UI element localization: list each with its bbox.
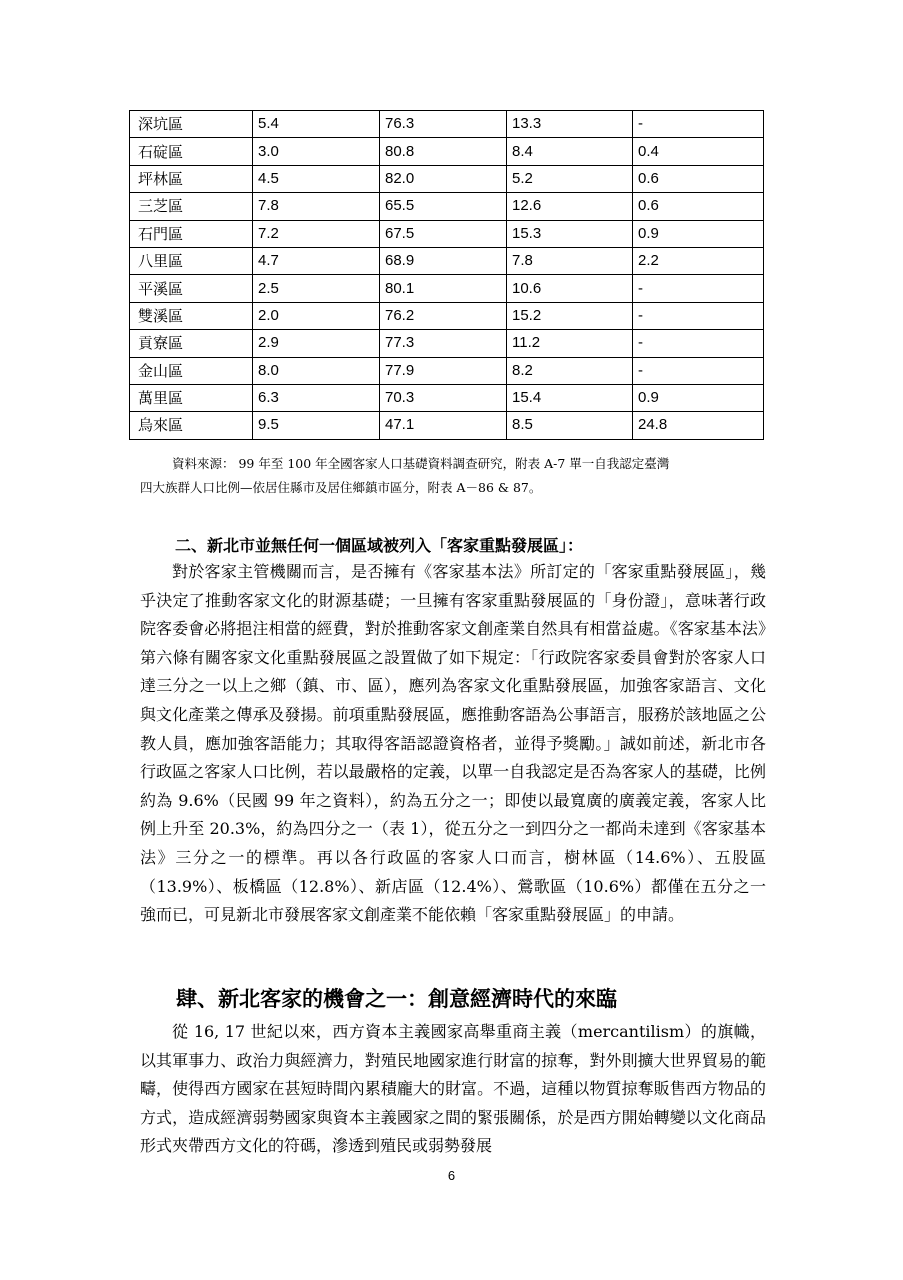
table-row [130, 193, 764, 220]
value-cell: 8.4 [507, 138, 633, 165]
value-cell: 0.9 [633, 384, 764, 411]
page-number: 6 [447, 1168, 456, 1183]
value-cell: 47.1 [380, 412, 507, 439]
table-row [130, 138, 764, 165]
value-cell: 77.9 [380, 357, 507, 384]
hakka-population-table [129, 110, 764, 440]
value-cell: 0.9 [633, 220, 764, 247]
table-row [130, 165, 764, 192]
section-2-heading: 二、新北市並無任何一個區域被列入「客家重點發展區」： [175, 536, 584, 555]
district-name-cell: 烏來區 [130, 412, 253, 439]
value-cell: - [633, 357, 764, 384]
value-cell: 15.4 [507, 384, 633, 411]
value-cell: 0.4 [633, 138, 764, 165]
value-cell: - [633, 275, 764, 302]
district-name-cell: 萬里區 [130, 384, 253, 411]
table-body [130, 111, 764, 440]
table-row [130, 302, 764, 329]
district-name-cell: 石碇區 [130, 138, 253, 165]
value-cell: 77.3 [380, 330, 507, 357]
district-name-cell: 深坑區 [130, 111, 253, 138]
value-cell: 0.6 [633, 165, 764, 192]
value-cell: 70.3 [380, 384, 507, 411]
source-line-2: 四大族群人口比例—依居住縣市及居住鄉鎮市區分，附表 A－86 & 87。 [140, 480, 542, 495]
value-cell: 0.6 [633, 193, 764, 220]
value-cell: 10.6 [507, 275, 633, 302]
value-cell: 8.5 [507, 412, 633, 439]
value-cell: 76.2 [380, 302, 507, 329]
value-cell: 13.3 [507, 111, 633, 138]
value-cell: 65.5 [380, 193, 507, 220]
value-cell: 5.2 [507, 165, 633, 192]
value-cell: 7.8 [253, 193, 380, 220]
value-cell: - [633, 330, 764, 357]
district-name-cell: 坪林區 [130, 165, 253, 192]
value-cell: 11.2 [507, 330, 633, 357]
value-cell: 8.0 [253, 357, 380, 384]
section-4-paragraph: 從 16, 17 世紀以來，西方資本主義國家高舉重商主義（mercantilism）的旗幟，以其軍事力、政治力與經濟力，對殖民地國家進行財富的掠奪，對外則擴大世界貿易的範疇，使得西方國家在甚短時間內累積龐大的財富。不過，這種以物質掠奪販售西方物品的方式，造成經濟弱勢國家與資本主義國家之間的緊張關係，於是西方開始轉變以文化商品形式夾帶西方文化的符碼，滲透到殖民或弱勢發展 [140, 1022, 766, 1156]
district-name-cell: 平溪區 [130, 275, 253, 302]
section-2-paragraph: 對於客家主管機關而言，是否擁有《客家基本法》所訂定的「客家重點發展區」，幾乎決定了推動客家文化的財源基礎；一旦擁有客家重點發展區的「身份證」，意味著行政院客委會必將挹注相當的經費，對於推動客家文創產業自然具有相當益處。《客家基本法》第六條有關客家文化重點發展區之設置做了如下規定：「行政院客家委員會對於客家人口達三分之一以上之鄉（鎮、市、區），應列為客家文化重點發展區，加強客家語言、文化與文化產業之傳承及發揚。前項重點發展區，應推動客語為公事語言，服務於該地區之公教人員，應加強客語能力；其取得客語認證資格者，並得予獎勵。」誠如前述，新北市各行政區之客家人口比例，若以最嚴格的定義，以單一自我認定是否為客家人的基礎，比例約為 9.6%（民國 99 年之資料），約為五分之一；即使以最寬廣的廣義定義，客家人比例上升至 20.3%，約為四分之一（表 1），從五分之一到四分之一都尚未達到《客家基本法》三分之一的標準。再以各行政區的客家人口而言，樹林區（14.6%）、五股區（13.9%）、板橋區（12.8%）、新店區（12.4%）、鶯歌區（10.6%）都僅在五分之一強而已，可見新北市發展客家文創產業不能依賴「客家重點發展區」的申請。 [140, 562, 766, 925]
value-cell: 4.5 [253, 165, 380, 192]
value-cell: 7.8 [507, 247, 633, 274]
value-cell: 24.8 [633, 412, 764, 439]
section-4-heading: 肆、新北客家的機會之一：創意經濟時代的來臨 [176, 986, 617, 1011]
table-row [130, 357, 764, 384]
table-row [130, 330, 764, 357]
table-row [130, 384, 764, 411]
table-row [130, 220, 764, 247]
value-cell: 82.0 [380, 165, 507, 192]
district-name-cell: 三芝區 [130, 193, 253, 220]
value-cell: - [633, 111, 764, 138]
table-row [130, 412, 764, 439]
value-cell: 80.1 [380, 275, 507, 302]
table-row [130, 275, 764, 302]
value-cell: 80.8 [380, 138, 507, 165]
value-cell: 3.0 [253, 138, 380, 165]
district-name-cell: 貢寮區 [130, 330, 253, 357]
value-cell: 2.2 [633, 247, 764, 274]
value-cell: 8.2 [507, 357, 633, 384]
value-cell: 6.3 [253, 384, 380, 411]
value-cell: 76.3 [380, 111, 507, 138]
table-row [130, 111, 764, 138]
source-line-1: 資料來源： 99 年至 100 年全國客家人口基礎資料調查研究，附表 A-7 單一自我認定臺灣 [172, 456, 670, 471]
value-cell: 68.9 [380, 247, 507, 274]
value-cell: 15.2 [507, 302, 633, 329]
district-name-cell: 石門區 [130, 220, 253, 247]
district-name-cell: 八里區 [130, 247, 253, 274]
district-name-cell: 雙溪區 [130, 302, 253, 329]
value-cell: 2.5 [253, 275, 380, 302]
value-cell: 15.3 [507, 220, 633, 247]
value-cell: 67.5 [380, 220, 507, 247]
value-cell: 9.5 [253, 412, 380, 439]
value-cell: 2.9 [253, 330, 380, 357]
value-cell: - [633, 302, 764, 329]
value-cell: 12.6 [507, 193, 633, 220]
value-cell: 2.0 [253, 302, 380, 329]
value-cell: 7.2 [253, 220, 380, 247]
value-cell: 4.7 [253, 247, 380, 274]
source-note [140, 452, 780, 500]
value-cell: 5.4 [253, 111, 380, 138]
district-name-cell: 金山區 [130, 357, 253, 384]
table-row [130, 247, 764, 274]
